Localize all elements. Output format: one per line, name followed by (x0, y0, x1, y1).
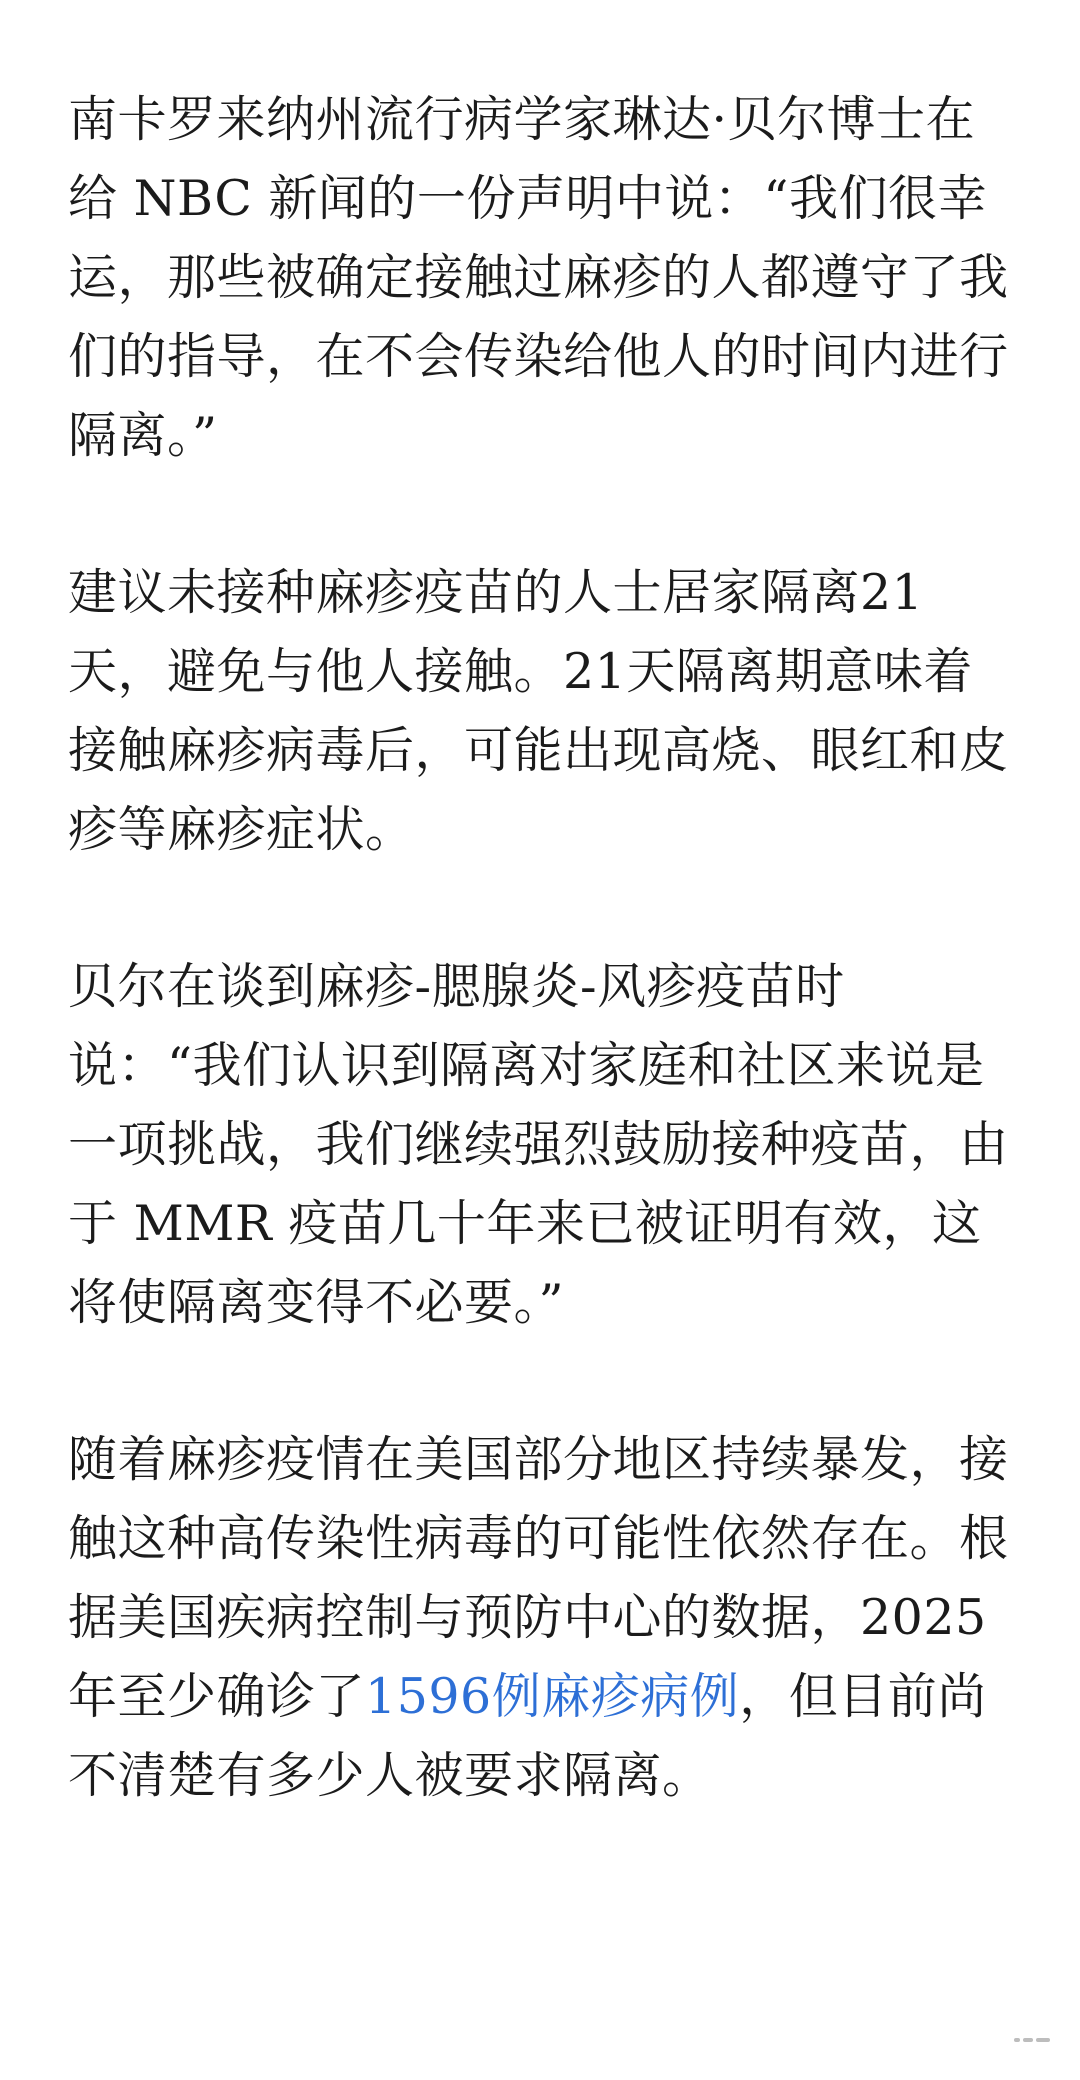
paragraph-1: 南卡罗来纳州流行病学家琳达·贝尔博士在给 NBC 新闻的一份声明中说：“我们很幸运，那些被确定接触过麻疹的人都遵守了我们的指导，在不会传染给他人的时间内进行隔离。” (68, 91, 1009, 464)
cdc-cases-link[interactable]: 1596例麻疹病例 (365, 1668, 740, 1725)
paragraph-2: 建议未接种麻疹疫苗的人士居家隔离21天，避免与他人接触。21天隔离期意味着接触麻疹病毒后，可能出现高烧、眼红和皮疹等麻疹症状。 (68, 564, 1009, 858)
bottom-bar (0, 2000, 1080, 2080)
paragraph-4-text-before: 随着麻疹疫情在美国部分地区持续暴发，接触这种高传染性病毒的可能性依然存在。根据美国疾病控制与预防中心的数据，2025年至少确诊了 (68, 1431, 1009, 1725)
paragraph-3: 贝尔在谈到麻疹-腮腺炎-风疹疫苗时说：“我们认识到隔离对家庭和社区来说是一项挑战，我们继续强烈鼓励接种疫苗，由于 MMR 疫苗几十年来已被证明有效，这将使隔离变得不必要。” (68, 958, 1009, 1331)
watermark-icon (1014, 2038, 1050, 2042)
paragraph-4-text-after: ，但目前尚不清楚有多少人被要求隔离。 (68, 1668, 987, 1804)
paragraph-4 (68, 1420, 1012, 1815)
